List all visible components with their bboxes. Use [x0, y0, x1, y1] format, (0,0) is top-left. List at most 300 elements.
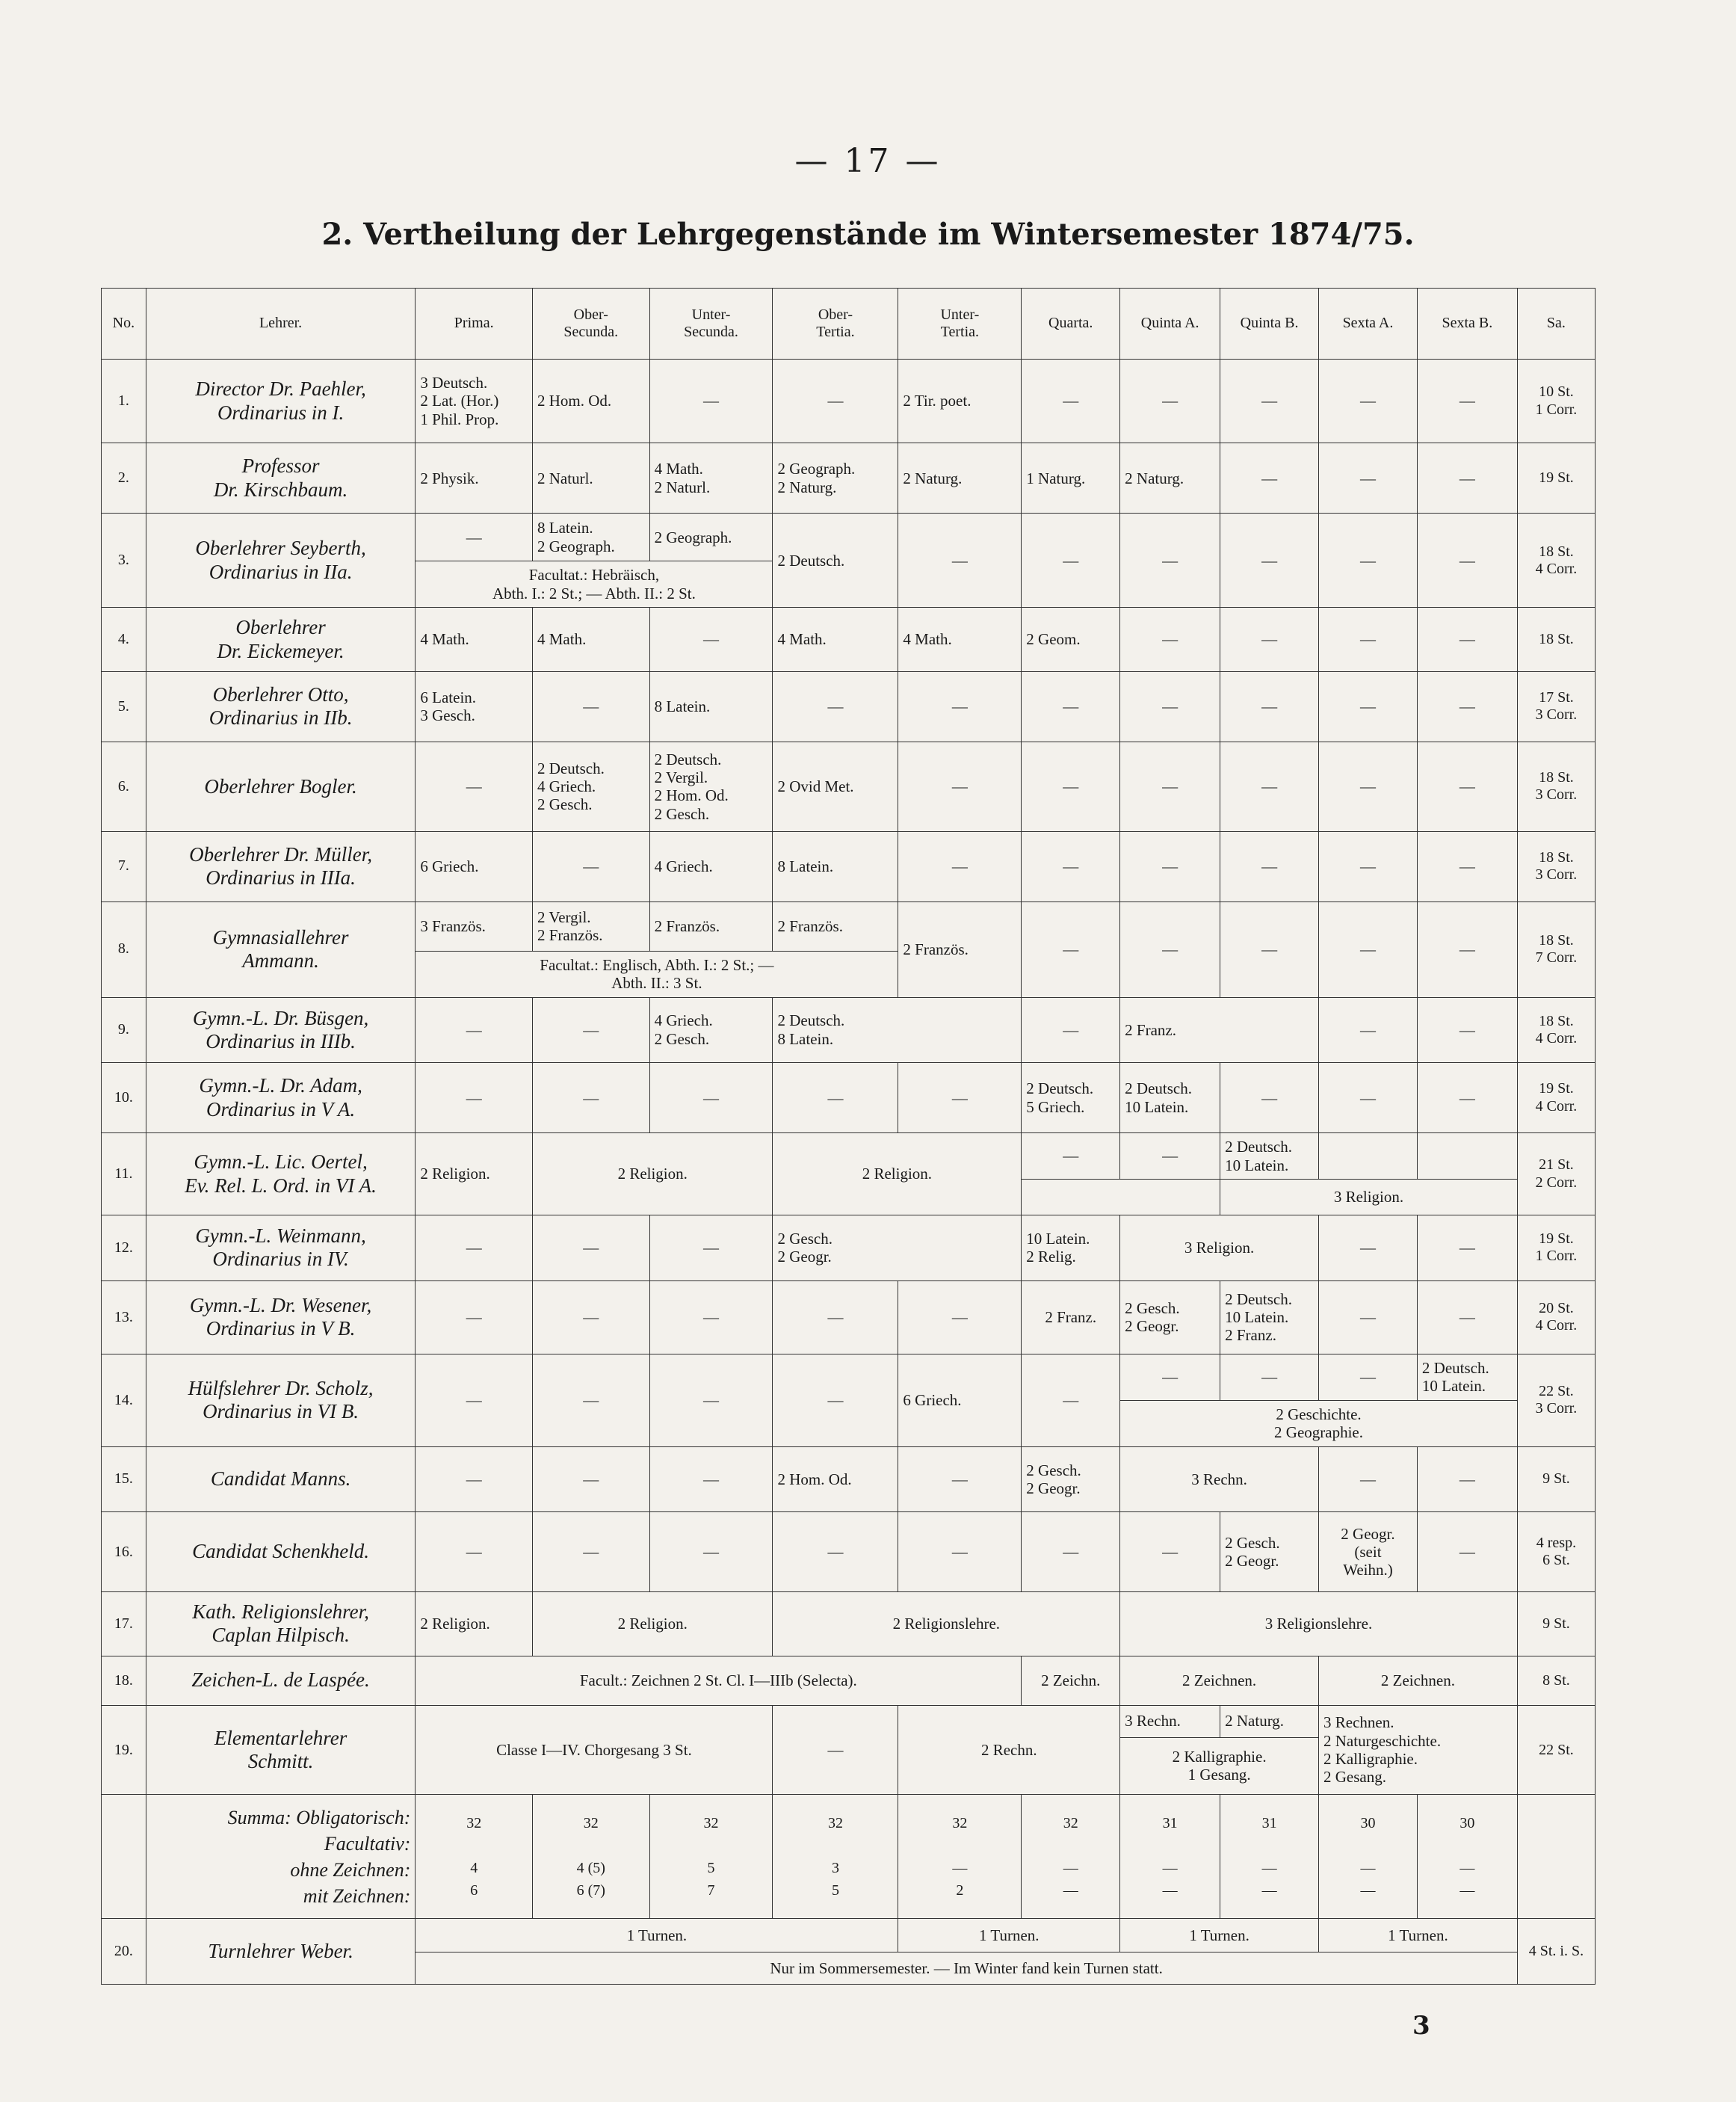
cell: — [1022, 742, 1120, 831]
summa-row [102, 1795, 1596, 1919]
cell: — [773, 360, 898, 443]
cell: 2 Gesch. 2 Geogr. [1022, 1446, 1120, 1512]
cell: 8 Latein. [773, 831, 898, 901]
cell: 2 Gesch. 2 Geogr. [1120, 1280, 1220, 1354]
cell: — [1022, 901, 1120, 997]
cell: 4 Math. 2 Naturl. [649, 443, 773, 514]
table-row [102, 1215, 1596, 1280]
cell: — [1220, 608, 1319, 671]
cell: — [1417, 1512, 1517, 1592]
cell: 2 Gesch. 2 Geogr. [1220, 1512, 1319, 1592]
cell: 4 Math. [533, 608, 650, 671]
cell: — [533, 831, 650, 901]
cell: — [533, 1280, 650, 1354]
cell: — [416, 1215, 533, 1280]
cell: — [1319, 742, 1418, 831]
col-header-untersecunda: Unter- Secunda. [649, 289, 773, 360]
cell: — [1022, 1354, 1120, 1446]
cell: — [416, 742, 533, 831]
teacher-name: Director Dr. Paehler, Ordinarius in I. [146, 360, 416, 443]
cell: — [773, 1512, 898, 1592]
row-number: 20. [102, 1919, 146, 1985]
summa-col [649, 1795, 773, 1919]
cell: — [1022, 997, 1120, 1063]
table-row [102, 1354, 1596, 1400]
sum-cell: 18 St. 4 Corr. [1517, 997, 1595, 1063]
summa-col [416, 1795, 533, 1919]
teacher-name: Elementarlehrer Schmitt. [146, 1705, 416, 1795]
cell: — [416, 514, 533, 561]
col-header-sa: Sa. [1517, 289, 1595, 360]
cell: — [1319, 831, 1418, 901]
cell: — [1319, 1215, 1418, 1280]
cell: — [649, 1215, 773, 1280]
summa-value: 30 [1360, 1814, 1376, 1831]
summa-value: 32 [952, 1814, 968, 1831]
sum-cell [1517, 1795, 1595, 1919]
sum-cell: 18 St. 3 Corr. [1517, 831, 1595, 901]
cell: — [649, 1512, 773, 1592]
cell: — [1417, 997, 1517, 1063]
row-number: 17. [102, 1592, 146, 1656]
cell: — [1417, 831, 1517, 901]
teacher-name: Gymn.-L. Dr. Wesener, Ordinarius in V B. [146, 1280, 416, 1354]
cell: — [1120, 901, 1220, 997]
table-row [102, 514, 1596, 561]
cell: 2 Geograph. 2 Naturg. [773, 443, 898, 514]
row-number: 6. [102, 742, 146, 831]
col-header-obersecunda: Ober- Secunda. [533, 289, 650, 360]
cell: 4 Math. [773, 608, 898, 671]
row-number: 4. [102, 608, 146, 671]
cell: — [1120, 1512, 1220, 1592]
cell: 2 Deutsch. 4 Griech. 2 Gesch. [533, 742, 650, 831]
cell-empty [1417, 1133, 1517, 1180]
row-number: 13. [102, 1280, 146, 1354]
cell: 3 Französ. [416, 901, 533, 951]
cell: — [1417, 1446, 1517, 1512]
cell: — [898, 1063, 1022, 1133]
cell: — [898, 1512, 1022, 1592]
cell: Facult.: Zeichnen 2 St. Cl. I—IIIb (Selecta). [416, 1656, 1022, 1705]
table-row [102, 1063, 1596, 1133]
summa-col [533, 1795, 650, 1919]
table-row [102, 1705, 1596, 1737]
col-header-no: No. [102, 289, 146, 360]
cell: 1 Turnen. [1319, 1919, 1518, 1952]
cell: — [1319, 671, 1418, 742]
cell: — [533, 1446, 650, 1512]
table-row [102, 608, 1596, 671]
cell: — [1220, 901, 1319, 997]
cell: — [416, 1063, 533, 1133]
row-number: 18. [102, 1656, 146, 1705]
cell: — [1120, 671, 1220, 742]
cell: 2 Deutsch. 10 Latein. [1417, 1354, 1517, 1400]
cell: Classe I—IV. Chorgesang 3 St. [416, 1705, 773, 1795]
facultat-note: Facultat.: Englisch, Abth. I.: 2 St.; — Abth. II.: 3 St. [416, 951, 898, 997]
cell: 1 Turnen. [898, 1919, 1120, 1952]
summa-col [898, 1795, 1022, 1919]
cell: 2 Naturg. [898, 443, 1022, 514]
cell: 2 Geogr. (seit Weihn.) [1319, 1512, 1418, 1592]
page-number: — 17 — [794, 142, 942, 180]
col-header-quinta-a: Quinta A. [1120, 289, 1220, 360]
cell-empty [1319, 1133, 1418, 1180]
teacher-name: Hülfslehrer Dr. Scholz, Ordinarius in VI B. [146, 1354, 416, 1446]
cell: 2 Physik. [416, 443, 533, 514]
sum-cell: 21 St. 2 Corr. [1517, 1133, 1595, 1215]
cell: 2 Franz. [1022, 1280, 1120, 1354]
sum-cell: 20 St. 4 Corr. [1517, 1280, 1595, 1354]
cell: — [898, 742, 1022, 831]
summa-value: — [1459, 1881, 1475, 1899]
cell: 2 Naturg. [1120, 443, 1220, 514]
cell: — [649, 608, 773, 671]
row-number: 16. [102, 1512, 146, 1592]
footer-page-number: 3 [1412, 2011, 1430, 2041]
cell: — [416, 1354, 533, 1446]
summa-value: — [1162, 1881, 1178, 1899]
cell: 8 Latein. [649, 671, 773, 742]
sum-cell: 22 St. [1517, 1705, 1595, 1795]
cell: — [1417, 742, 1517, 831]
cell: 3 Religion. [1220, 1179, 1518, 1215]
summa-label-facultativ: Facultativ: [324, 1832, 411, 1855]
cell: 2 Naturg. [1220, 1705, 1319, 1737]
cell: 3 Rechn. [1120, 1705, 1220, 1737]
sum-cell: 17 St. 3 Corr. [1517, 671, 1595, 742]
summa-value: 32 [827, 1814, 843, 1831]
facultat-note: Facultat.: Hebräisch, Abth. I.: 2 St.; — Abth. II.: 2 St. [416, 561, 773, 608]
sum-cell: 18 St. 7 Corr. [1517, 901, 1595, 997]
summa-value: — [1360, 1881, 1376, 1899]
table-row [102, 671, 1596, 742]
cell: 2 Kalligraphie. 1 Gesang. [1120, 1737, 1319, 1795]
summa-value: 5 [707, 1859, 715, 1876]
row-number: 9. [102, 997, 146, 1063]
cell: — [1120, 831, 1220, 901]
cell: — [533, 1354, 650, 1446]
cell: — [1220, 1063, 1319, 1133]
summa-value: 4 [470, 1859, 478, 1876]
cell: 2 Deutsch. 10 Latein. [1220, 1133, 1319, 1180]
cell: — [1319, 514, 1418, 608]
sum-cell: 4 St. i. S. [1517, 1919, 1595, 1985]
col-header-untertertia: Unter- Tertia. [898, 289, 1022, 360]
cell: — [649, 1354, 773, 1446]
cell: — [1319, 901, 1418, 997]
cell: 2 Deutsch. 10 Latein. [1120, 1063, 1220, 1133]
cell: — [898, 671, 1022, 742]
summa-value: — [1261, 1859, 1277, 1876]
cell: — [773, 671, 898, 742]
cell: — [1319, 997, 1418, 1063]
teacher-name: Oberlehrer Dr. Müller, Ordinarius in IIIa. [146, 831, 416, 901]
summa-value: 31 [1162, 1814, 1178, 1831]
row-number: 12. [102, 1215, 146, 1280]
cell: 2 Religion. [416, 1133, 533, 1215]
sum-cell: 9 St. [1517, 1592, 1595, 1656]
summa-value: — [952, 1859, 968, 1876]
table-row [102, 360, 1596, 443]
summa-value: 6 [470, 1881, 478, 1899]
cell: — [1417, 1215, 1517, 1280]
summa-value: — [1459, 1859, 1475, 1876]
summa-label-ohne: ohne Zeichnen: [290, 1858, 411, 1881]
row-number: 11. [102, 1133, 146, 1215]
cell: 6 Griech. [898, 1354, 1022, 1446]
cell: — [1417, 1063, 1517, 1133]
cell: 1 Turnen. [1120, 1919, 1319, 1952]
cell: 10 Latein. 2 Relig. [1022, 1215, 1120, 1280]
table-row [102, 1133, 1596, 1180]
cell: — [1022, 514, 1120, 608]
cell: — [1022, 360, 1120, 443]
summa-col [1319, 1795, 1418, 1919]
turnen-note: Nur im Sommersemester. — Im Winter fand kein Turnen statt. [416, 1952, 1517, 1984]
sum-cell: 10 St. 1 Corr. [1517, 360, 1595, 443]
teacher-name: Oberlehrer Dr. Eickemeyer. [146, 608, 416, 671]
summa-value: 30 [1459, 1814, 1475, 1831]
cell: 6 Latein. 3 Gesch. [416, 671, 533, 742]
cell: 8 Latein. 2 Geograph. [533, 514, 650, 561]
cell: — [773, 1063, 898, 1133]
cell: 2 Religionslehre. [773, 1592, 1120, 1656]
teacher-name: Candidat Schenkheld. [146, 1512, 416, 1592]
cell: 2 Deutsch. 2 Vergil. 2 Hom. Od. 2 Gesch. [649, 742, 773, 831]
table-row [102, 901, 1596, 951]
cell: — [416, 1446, 533, 1512]
cell: 2 Religion. [416, 1592, 533, 1656]
cell: 4 Math. [416, 608, 533, 671]
cell: — [1120, 514, 1220, 608]
cell: 2 Religion. [533, 1133, 773, 1215]
cell: 2 Zeichnen. [1120, 1656, 1319, 1705]
cell: — [1417, 514, 1517, 608]
cell: 2 Zeichnen. [1319, 1656, 1518, 1705]
cell: 2 Religion. [773, 1133, 1022, 1215]
summa-value: 3 [831, 1859, 839, 1876]
cell: — [1120, 1354, 1220, 1400]
cell: — [898, 1280, 1022, 1354]
cell: 2 Franz. [1120, 997, 1319, 1063]
cell: 2 Französ. [773, 901, 898, 951]
cell: — [1022, 1133, 1120, 1180]
table-row [102, 443, 1596, 514]
cell: — [898, 831, 1022, 901]
teacher-name: Gymn.-L. Dr. Adam, Ordinarius in V A. [146, 1063, 416, 1133]
summa-value: — [1063, 1859, 1078, 1876]
page-title: 2. Vertheilung der Lehrgegenstände im Wintersemester 1874/75. [321, 217, 1415, 252]
cell: — [1220, 443, 1319, 514]
cell: — [1220, 514, 1319, 608]
cell: — [1120, 1133, 1220, 1180]
sum-cell: 22 St. 3 Corr. [1517, 1354, 1595, 1446]
cell: — [1319, 608, 1418, 671]
cell: 2 Deutsch. 5 Griech. [1022, 1063, 1120, 1133]
summa-col [1120, 1795, 1220, 1919]
sum-cell: 4 resp. 6 St. [1517, 1512, 1595, 1592]
row-number: 5. [102, 671, 146, 742]
summa-col [1220, 1795, 1319, 1919]
cell: — [1319, 1446, 1418, 1512]
cell: — [649, 360, 773, 443]
sum-cell: 18 St. 4 Corr. [1517, 514, 1595, 608]
cell: — [1319, 1063, 1418, 1133]
header-row [102, 289, 1596, 360]
cell: — [1417, 901, 1517, 997]
cell: 4 Griech. [649, 831, 773, 901]
table-row [102, 1592, 1596, 1656]
cell: — [1417, 671, 1517, 742]
summa-col [1417, 1795, 1517, 1919]
teacher-name: Gymn.-L. Dr. Büsgen, Ordinarius in IIIb. [146, 997, 416, 1063]
cell: 3 Religion. [1120, 1215, 1319, 1280]
cell: 3 Rechnen. 2 Naturgeschichte. 2 Kalligraphie. 2 Gesang. [1319, 1705, 1518, 1795]
cell: 6 Griech. [416, 831, 533, 901]
row-number: 3. [102, 514, 146, 608]
row-number: 19. [102, 1705, 146, 1795]
teacher-name: Kath. Religionslehrer, Caplan Hilpisch. [146, 1592, 416, 1656]
row-number: 10. [102, 1063, 146, 1133]
cell: — [416, 1280, 533, 1354]
teacher-name: Gymn.-L. Lic. Oertel, Ev. Rel. L. Ord. in VI A. [146, 1133, 416, 1215]
cell: — [533, 671, 650, 742]
sum-cell: 19 St. 1 Corr. [1517, 1215, 1595, 1280]
cell: — [649, 1446, 773, 1512]
cell: 2 Religion. [533, 1592, 773, 1656]
summa-value: 2 [956, 1881, 964, 1899]
row-number: 14. [102, 1354, 146, 1446]
table-row [102, 997, 1596, 1063]
cell: — [1319, 1280, 1418, 1354]
row-number: 7. [102, 831, 146, 901]
cell: — [1120, 608, 1220, 671]
cell: — [1417, 1280, 1517, 1354]
cell: — [1220, 360, 1319, 443]
col-header-obertertia: Ober- Tertia. [773, 289, 898, 360]
cell: 1 Naturg. [1022, 443, 1120, 514]
cell: 4 Math. [898, 608, 1022, 671]
teacher-name: Oberlehrer Otto, Ordinarius in IIb. [146, 671, 416, 742]
cell: 2 Hom. Od. [533, 360, 650, 443]
sum-cell: 9 St. [1517, 1446, 1595, 1512]
summa-value: — [1162, 1859, 1178, 1876]
summa-col [773, 1795, 898, 1919]
summa-label-obligatorisch: Summa: Obligatorisch: [227, 1806, 411, 1828]
cell: — [1220, 671, 1319, 742]
table-row [102, 831, 1596, 901]
row-number [102, 1795, 146, 1919]
cell: 2 Französ. [898, 901, 1022, 997]
cell: 2 Geograph. [649, 514, 773, 561]
cell: — [533, 1063, 650, 1133]
cell: — [416, 1512, 533, 1592]
summa-value: 6 (7) [576, 1881, 605, 1899]
summa-labels [146, 1795, 416, 1919]
col-header-sexta-a: Sexta A. [1319, 289, 1418, 360]
row-number: 15. [102, 1446, 146, 1512]
cell: 2 Deutsch. 8 Latein. [773, 997, 1022, 1063]
cell: — [416, 997, 533, 1063]
cell: — [1417, 608, 1517, 671]
summa-value: 32 [1063, 1814, 1078, 1831]
sum-cell: 8 St. [1517, 1656, 1595, 1705]
cell: 3 Deutsch. 2 Lat. (Hor.) 1 Phil. Prop. [416, 360, 533, 443]
table-row [102, 742, 1596, 831]
cell: 2 Ovid Met. [773, 742, 898, 831]
cell: 2 Deutsch. 10 Latein. 2 Franz. [1220, 1280, 1319, 1354]
col-header-quarta: Quarta. [1022, 289, 1120, 360]
sum-cell: 19 St. [1517, 443, 1595, 514]
cell: — [1220, 1354, 1319, 1400]
col-header-sexta-b: Sexta B. [1417, 289, 1517, 360]
cell: 3 Religionslehre. [1120, 1592, 1518, 1656]
cell: 3 Rechn. [1120, 1446, 1319, 1512]
cell: 1 Turnen. [416, 1919, 898, 1952]
col-header-teacher: Lehrer. [146, 289, 416, 360]
cell: — [898, 1446, 1022, 1512]
summa-value: 32 [583, 1814, 599, 1831]
row-number: 8. [102, 901, 146, 997]
cell: — [1319, 1354, 1418, 1400]
cell: — [1319, 443, 1418, 514]
cell: — [533, 1215, 650, 1280]
table-row [102, 1919, 1596, 1952]
cell: — [1022, 1512, 1120, 1592]
cell: 2 Vergil. 2 Französ. [533, 901, 650, 951]
sum-cell: 19 St. 4 Corr. [1517, 1063, 1595, 1133]
teacher-name: Candidat Manns. [146, 1446, 416, 1512]
cell: 2 Tir. poet. [898, 360, 1022, 443]
sum-cell: 18 St. 3 Corr. [1517, 742, 1595, 831]
summa-value: — [1063, 1881, 1078, 1899]
cell: — [773, 1354, 898, 1446]
cell: — [649, 1063, 773, 1133]
cell: — [1120, 742, 1220, 831]
cell: 2 Geom. [1022, 608, 1120, 671]
summa-value: 32 [703, 1814, 719, 1831]
cell: 2 Rechn. [898, 1705, 1120, 1795]
summa-value: — [1360, 1859, 1376, 1876]
cell: 2 Französ. [649, 901, 773, 951]
cell: — [898, 514, 1022, 608]
row-number: 2. [102, 443, 146, 514]
col-header-prima: Prima. [416, 289, 533, 360]
summa-value: 32 [466, 1814, 482, 1831]
cell: — [773, 1705, 898, 1795]
distribution-table [101, 288, 1596, 1985]
row-number: 1. [102, 360, 146, 443]
table-row [102, 1446, 1596, 1512]
teacher-name: Oberlehrer Bogler. [146, 742, 416, 831]
cell: — [649, 1280, 773, 1354]
summa-value: 31 [1261, 1814, 1277, 1831]
cell: 2 Geschichte. 2 Geographie. [1120, 1400, 1518, 1446]
cell: — [1220, 742, 1319, 831]
cell: — [1319, 360, 1418, 443]
summa-col [1022, 1795, 1120, 1919]
cell: 4 Griech. 2 Gesch. [649, 997, 773, 1063]
table-row [102, 1280, 1596, 1354]
teacher-name: Turnlehrer Weber. [146, 1919, 416, 1985]
teacher-name: Zeichen-L. de Laspée. [146, 1656, 416, 1705]
cell: — [1417, 443, 1517, 514]
cell: — [1022, 831, 1120, 901]
table-row [102, 1656, 1596, 1705]
cell: — [1220, 831, 1319, 901]
